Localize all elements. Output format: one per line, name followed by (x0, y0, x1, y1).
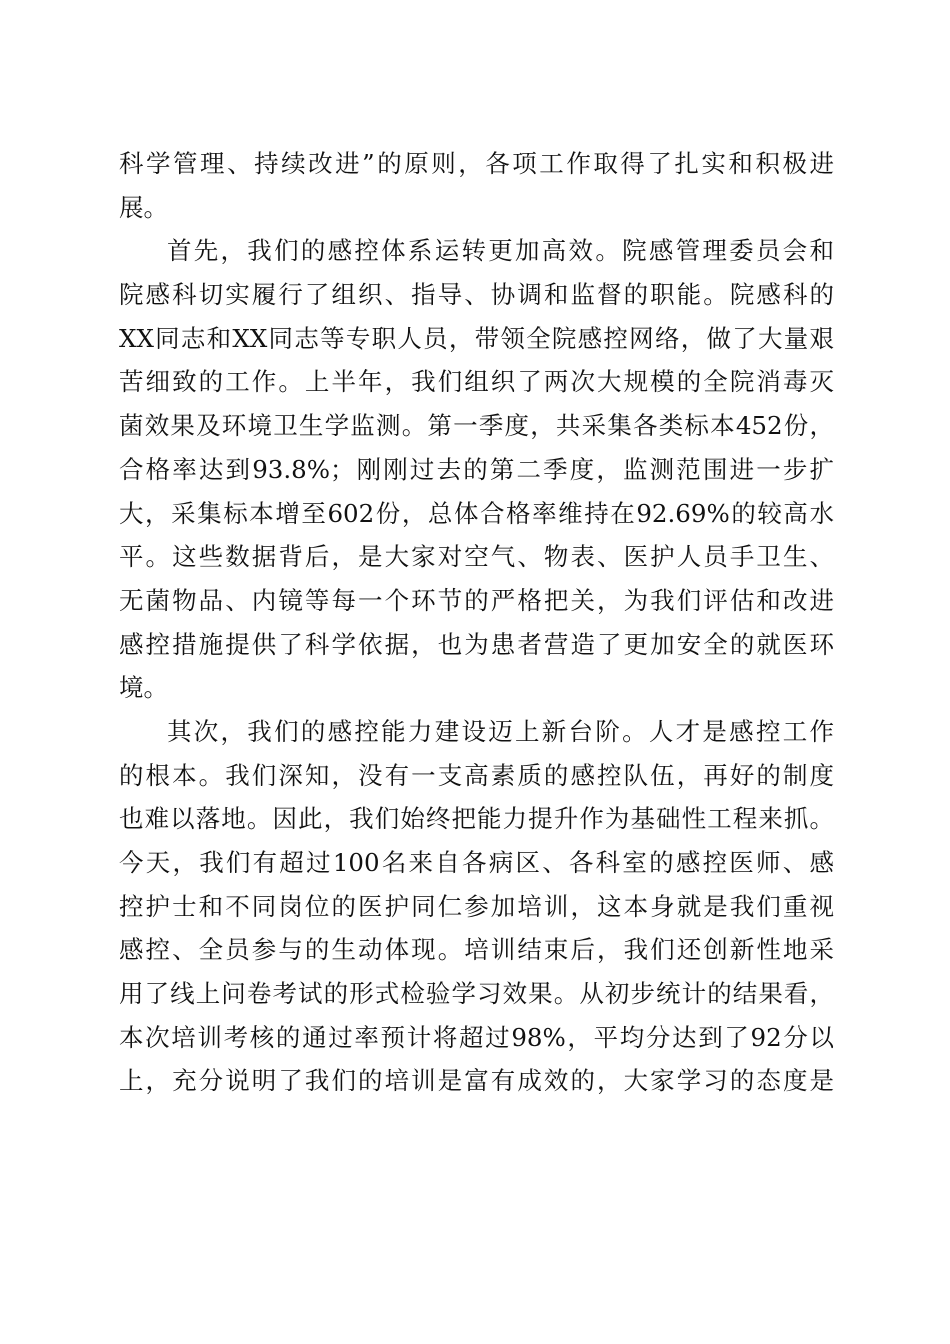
text-line: 菌效果及环境卫生学监测。第一季度，共采集各类标本452份， (119, 411, 834, 441)
text-line: 展。 (119, 192, 168, 222)
text-line: 感控措施提供了科学依据，也为患者营造了更加安全的就医环 (119, 629, 834, 659)
text-line: 控护士和不同岗位的医护同仁参加培训，这本身就是我们重视 (119, 891, 834, 921)
text-line: 本次培训考核的通过率预计将超过98%，平均分达到了92分以 (119, 1022, 834, 1052)
text-line: 感控、全员参与的生动体现。培训结束后，我们还创新性地采 (119, 935, 834, 965)
paragraph-3 (119, 710, 834, 1103)
text-line: 科学管理、持续改进”的原则，各项工作取得了扎实和积极进 (119, 149, 834, 178)
text-line: 也难以落地。因此，我们始终把能力提升作为基础性工程来抓。 (119, 804, 834, 834)
paragraph-1 (119, 142, 834, 229)
document-body (119, 142, 834, 1103)
text-line: 院感科切实履行了组织、指导、协调和监督的职能。院感科的 (119, 280, 834, 310)
text-line: 合格率达到93.8%；刚刚过去的第二季度，监测范围进一步扩 (119, 454, 834, 484)
text-line: 大，采集标本增至602份，总体合格率维持在92.69%的较高水 (119, 498, 834, 528)
text-line: 首先，我们的感控体系运转更加高效。院感管理委员会和 (167, 236, 834, 266)
text-line: 用了线上问卷考试的形式检验学习效果。从初步统计的结果看， (119, 979, 834, 1009)
text-line: 无菌物品、内镜等每一个环节的严格把关，为我们评估和改进 (119, 585, 834, 615)
text-line: 境。 (119, 673, 168, 703)
text-line: 上，充分说明了我们的培训是富有成效的，大家学习的态度是 (119, 1066, 834, 1096)
text-line: 其次，我们的感控能力建设迈上新台阶。人才是感控工作 (167, 716, 834, 746)
text-line: 今天，我们有超过100名来自各病区、各科室的感控医师、感 (119, 848, 834, 877)
text-line: 的根本。我们深知，没有一支高素质的感控队伍，再好的制度 (119, 760, 834, 790)
text-line: XX同志和XX同志等专职人员，带领全院感控网络，做了大量艰 (119, 323, 834, 353)
paragraph-2 (119, 229, 834, 710)
text-line: 苦细致的工作。上半年，我们组织了两次大规模的全院消毒灭 (119, 367, 834, 397)
text-line: 平。这些数据背后，是大家对空气、物表、医护人员手卫生、 (119, 542, 834, 572)
